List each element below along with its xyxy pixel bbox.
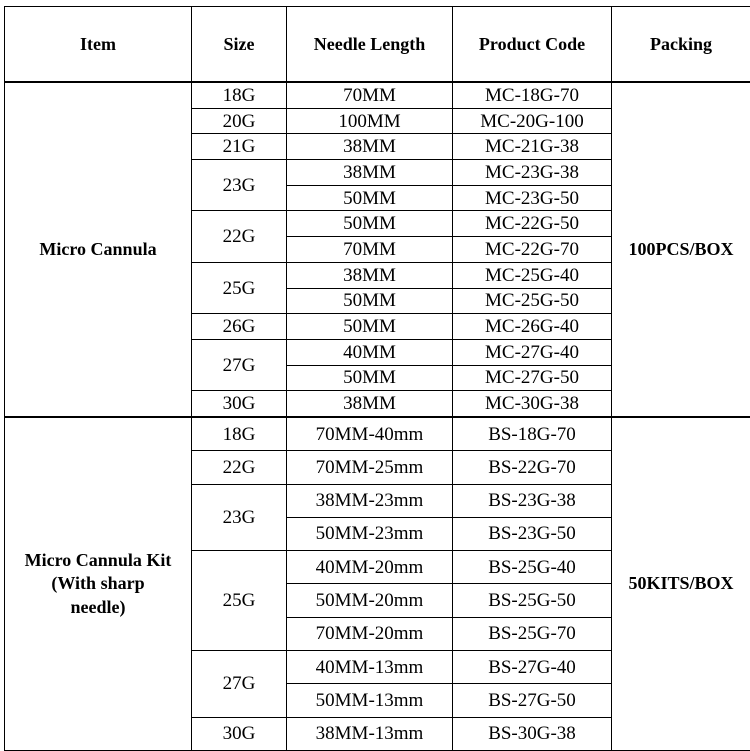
- product-spec-table: [4, 6, 750, 751]
- product-code-cell: BS-25G-70: [453, 617, 612, 650]
- needle-length-cell: 50MM: [287, 288, 453, 314]
- needle-length-cell: 38MM: [287, 262, 453, 288]
- micro-cannula-section: [5, 82, 750, 417]
- size-cell: 30G: [192, 391, 287, 417]
- product-code-cell: BS-25G-50: [453, 584, 612, 617]
- needle-length-cell: 40MM: [287, 339, 453, 365]
- needle-length-cell: 50MM-23mm: [287, 517, 453, 550]
- product-code-cell: BS-23G-50: [453, 517, 612, 550]
- needle-length-cell: 38MM-23mm: [287, 484, 453, 517]
- item-cell: Micro Cannula: [5, 82, 192, 417]
- needle-length-cell: 50MM: [287, 314, 453, 340]
- size-cell: 27G: [192, 651, 287, 718]
- product-code-cell: MC-26G-40: [453, 314, 612, 340]
- table-row: [5, 417, 750, 451]
- needle-length-cell: 40MM-13mm: [287, 651, 453, 684]
- product-code-cell: BS-30G-38: [453, 717, 612, 750]
- product-code-cell: MC-25G-40: [453, 262, 612, 288]
- product-code-cell: BS-27G-50: [453, 684, 612, 717]
- needle-length-cell: 38MM: [287, 391, 453, 417]
- size-cell: 23G: [192, 160, 287, 211]
- product-code-cell: MC-21G-38: [453, 134, 612, 160]
- needle-length-cell: 50MM-13mm: [287, 684, 453, 717]
- header-item: Item: [5, 7, 192, 83]
- needle-length-cell: 70MM: [287, 82, 453, 108]
- needle-length-cell: 100MM: [287, 108, 453, 134]
- packing-cell: 50KITS/BOX: [612, 417, 750, 750]
- size-cell: 18G: [192, 82, 287, 108]
- needle-length-cell: 38MM-13mm: [287, 717, 453, 750]
- item-cell: Micro Cannula Kit (With sharp needle): [5, 417, 192, 750]
- size-cell: 20G: [192, 108, 287, 134]
- product-code-cell: MC-22G-70: [453, 237, 612, 263]
- needle-length-cell: 70MM: [287, 237, 453, 263]
- packing-cell: 100PCS/BOX: [612, 82, 750, 417]
- table-row: [5, 82, 750, 108]
- size-cell: 25G: [192, 551, 287, 651]
- size-cell: 21G: [192, 134, 287, 160]
- product-code-cell: MC-27G-50: [453, 365, 612, 391]
- header-packing: Packing: [612, 7, 750, 83]
- header-row: [5, 7, 750, 83]
- needle-length-cell: 50MM-20mm: [287, 584, 453, 617]
- needle-length-cell: 38MM: [287, 134, 453, 160]
- product-code-cell: MC-30G-38: [453, 391, 612, 417]
- product-code-cell: BS-27G-40: [453, 651, 612, 684]
- product-code-cell: MC-23G-50: [453, 185, 612, 211]
- size-cell: 23G: [192, 484, 287, 551]
- needle-length-cell: 70MM-25mm: [287, 451, 453, 484]
- size-cell: 27G: [192, 339, 287, 390]
- product-code-cell: MC-27G-40: [453, 339, 612, 365]
- product-code-cell: BS-18G-70: [453, 417, 612, 451]
- size-cell: 18G: [192, 417, 287, 451]
- header-needle-length: Needle Length: [287, 7, 453, 83]
- product-code-cell: MC-20G-100: [453, 108, 612, 134]
- needle-length-cell: 50MM: [287, 211, 453, 237]
- product-code-cell: MC-23G-38: [453, 160, 612, 186]
- size-cell: 22G: [192, 451, 287, 484]
- micro-cannula-kit-section: [5, 417, 750, 750]
- product-code-cell: BS-25G-40: [453, 551, 612, 584]
- size-cell: 26G: [192, 314, 287, 340]
- product-code-cell: MC-18G-70: [453, 82, 612, 108]
- size-cell: 22G: [192, 211, 287, 262]
- needle-length-cell: 38MM: [287, 160, 453, 186]
- needle-length-cell: 40MM-20mm: [287, 551, 453, 584]
- size-cell: 30G: [192, 717, 287, 750]
- header-product-code: Product Code: [453, 7, 612, 83]
- header-size: Size: [192, 7, 287, 83]
- product-code-cell: MC-22G-50: [453, 211, 612, 237]
- needle-length-cell: 50MM: [287, 185, 453, 211]
- needle-length-cell: 50MM: [287, 365, 453, 391]
- product-code-cell: BS-22G-70: [453, 451, 612, 484]
- needle-length-cell: 70MM-20mm: [287, 617, 453, 650]
- product-code-cell: BS-23G-38: [453, 484, 612, 517]
- needle-length-cell: 70MM-40mm: [287, 417, 453, 451]
- product-code-cell: MC-25G-50: [453, 288, 612, 314]
- size-cell: 25G: [192, 262, 287, 313]
